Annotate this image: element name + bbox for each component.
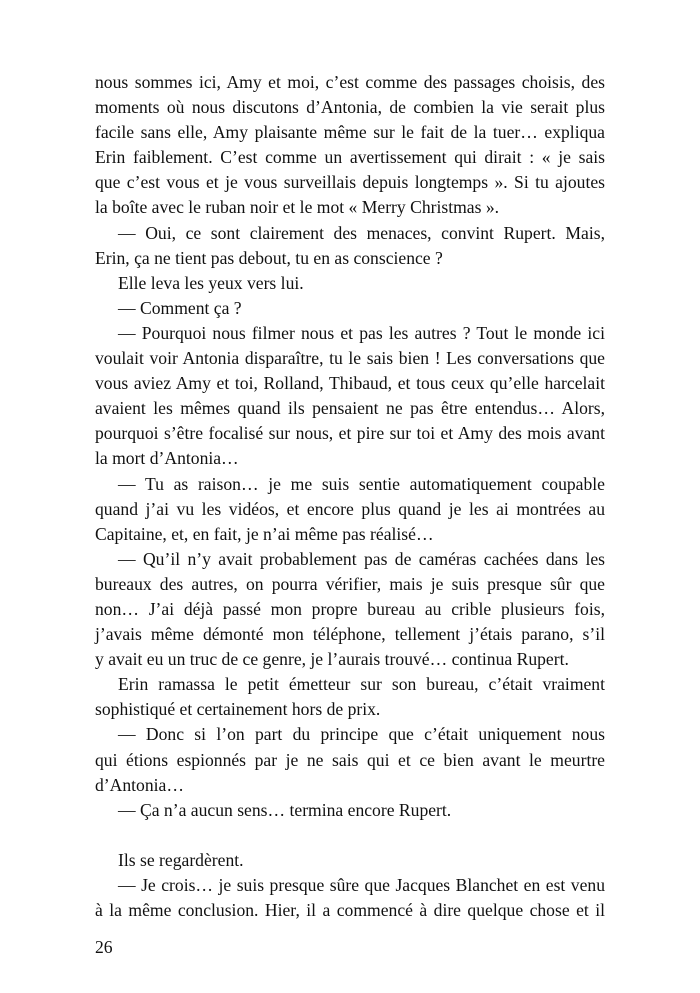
text-line: Erin, ça ne tient pas debout, tu en as conscience ? [95, 247, 443, 268]
text-line: Capitaine, et, en fait, je n’ai même pas réalisé… [95, 523, 434, 544]
text-line: — Oui, ce sont clairement des menaces, convint Rupert. Mais, [118, 222, 605, 243]
text-line: pourquoi s’être focalisé sur nous, et pire sur toi et Amy des mois avant [95, 423, 605, 444]
text-line: y avait eu un truc de ce genre, je l’aurais trouvé… continua Rupert. [95, 649, 569, 670]
text-line: moments où nous discutons d’Antonia, de combien la vie serait plus [95, 97, 605, 118]
text-line: facile sans elle, Amy plaisante même sur le fait de la tuer… expliqua [95, 122, 605, 143]
text-line: vous aviez Amy et toi, Rolland, Thibaud, et tous ceux qu’elle harcelait [95, 373, 605, 394]
text-line: avaient les mêmes quand ils pensaient ne pas être entendus… Alors, [95, 398, 605, 419]
page-body [95, 70, 605, 923]
text-line: la mort d’Antonia… [95, 448, 239, 469]
text-line: — Tu as raison… je me suis sentie automatiquement coupable [118, 473, 605, 494]
text-line: Erin faiblement. C’est comme un avertissement qui dirait : « je sais [95, 147, 605, 168]
text-line: — Pourquoi nous filmer nous et pas les autres ? Tout le monde ici [118, 322, 605, 343]
text-line: — Qu’il n’y avait probablement pas de caméras cachées dans les [118, 548, 605, 569]
text-line: — Donc si l’on part du principe que c’était uniquement nous [118, 724, 605, 745]
text-line: j’avais même démonté mon téléphone, tellement j’étais parano, s’il [95, 624, 605, 645]
text-line: Elle leva les yeux vers lui. [118, 272, 304, 293]
text-line: qui étions espionnés par je ne sais qui et ce bien avant le meurtre [95, 749, 605, 770]
text-line: nous sommes ici, Amy et moi, c’est comme des passages choisis, des [95, 72, 605, 92]
text-line: sophistiqué et certainement hors de prix. [95, 699, 381, 720]
text-line: bureaux des autres, on pourra vérifier, mais je suis presque sûr que [95, 573, 605, 594]
text-line: non… J’ai déjà passé mon propre bureau au crible plusieurs fois, [95, 598, 605, 619]
text-line: voulait voir Antonia disparaître, tu le sais bien ! Les conversations que [95, 348, 605, 369]
text-line: — Comment ça ? [118, 297, 242, 318]
text-line: la boîte avec le ruban noir et le mot « Merry Christmas ». [95, 197, 500, 218]
text-line: — Ça n’a aucun sens… termina encore Rupert. [118, 799, 452, 820]
text-line: à la même conclusion. Hier, il a commencé à dire quelque chose et il [95, 900, 605, 921]
text-line: que c’est vous et je vous surveillais depuis longtemps ». Si tu ajoutes [95, 172, 605, 193]
page-number: 26 [95, 937, 113, 957]
text-line: d’Antonia… [95, 774, 184, 795]
text-line: quand j’ai vu les vidéos, et encore plus quand je les ai montrées au [95, 498, 605, 519]
text-line: — Je crois… je suis presque sûre que Jacques Blanchet en est venu [118, 875, 605, 895]
text-line: Ils se regardèrent. [118, 849, 244, 870]
blank-line [95, 823, 605, 848]
text-line: Erin ramassa le petit émetteur sur son bureau, c’était vraiment [118, 674, 605, 695]
